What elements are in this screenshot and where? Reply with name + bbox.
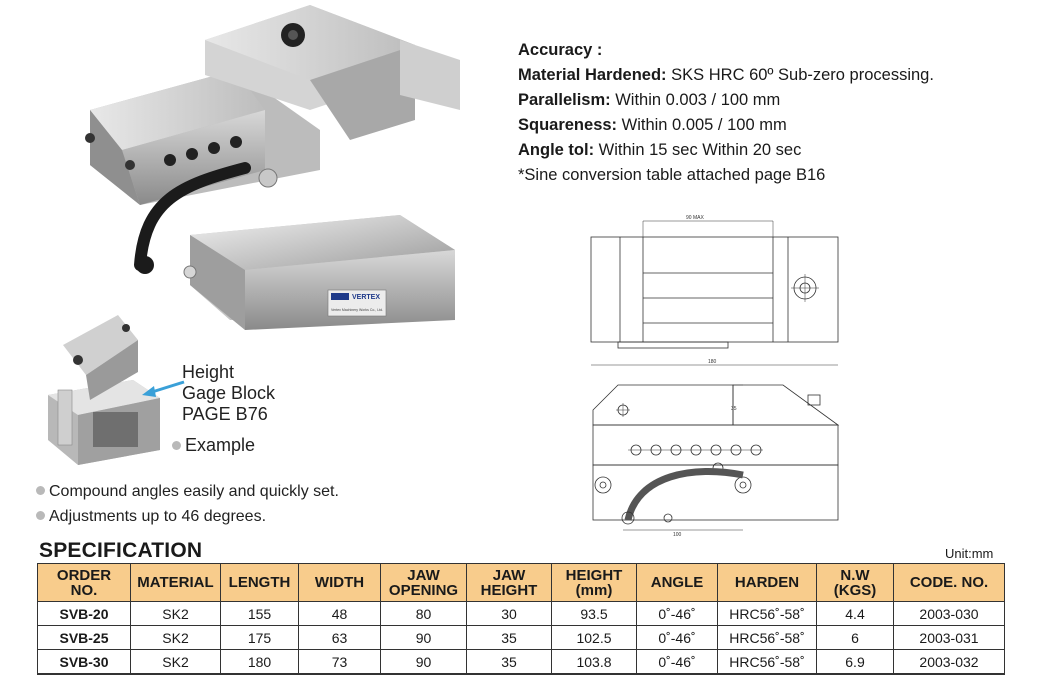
table-row (38, 602, 1005, 626)
spec-header-row (38, 564, 1005, 602)
cell-jaw-height: 35 (467, 650, 552, 675)
cell-height: 103.8 (552, 650, 637, 675)
table-row (38, 626, 1005, 650)
cell-jaw-opening: 90 (381, 626, 467, 650)
col-height: HEIGHT (mm) (552, 564, 637, 602)
cell-length: 175 (221, 626, 299, 650)
col-length: LENGTH (221, 564, 299, 602)
cell-material: SK2 (131, 602, 221, 626)
cell-angle: 0˚-46˚ (637, 602, 718, 626)
col-order-no: ORDER NO. (38, 564, 131, 602)
cell-harden: HRC56˚-58˚ (718, 626, 817, 650)
cell-order-no: SVB-30 (38, 650, 131, 675)
cell-jaw-opening: 90 (381, 650, 467, 675)
cell-order-no: SVB-20 (38, 602, 131, 626)
cell-angle: 0˚-46˚ (637, 650, 718, 675)
spec-title: SPECIFICATION (39, 539, 203, 562)
unit-label: Unit:mm (945, 546, 994, 561)
cell-order-no: SVB-25 (38, 626, 131, 650)
cell-nw: 6.9 (817, 650, 894, 675)
feature-bullets (36, 479, 339, 529)
pointer-arrow-icon (140, 378, 186, 400)
technical-drawing-side-view (583, 380, 848, 540)
accuracy-specs (518, 38, 934, 188)
accuracy-line-material: Material Hardened: SKS HRC 60º Sub-zero processing. (518, 66, 934, 84)
brand-plate-subtext: Vertex Machinery Works Co., Ltd. (331, 308, 384, 312)
col-code-no: CODE. NO. (894, 564, 1005, 602)
cell-jaw-height: 35 (467, 626, 552, 650)
cell-jaw-height: 30 (467, 602, 552, 626)
col-material: MATERIAL (131, 564, 221, 602)
cell-height: 93.5 (552, 602, 637, 626)
sine-vise-photo (60, 0, 480, 335)
accuracy-note: *Sine conversion table attached page B16 (518, 166, 826, 184)
cell-code-no: 2003-031 (894, 626, 1005, 650)
bullet-item: Compound angles easily and quickly set. (36, 479, 339, 504)
cell-length: 155 (221, 602, 299, 626)
col-harden: HARDEN (718, 564, 817, 602)
cell-angle: 0˚-46˚ (637, 626, 718, 650)
accuracy-line-parallelism: Parallelism: Within 0.003 / 100 mm (518, 91, 781, 109)
example-label: Example (172, 435, 255, 456)
accuracy-heading: Accuracy : (518, 41, 603, 59)
cell-material: SK2 (131, 626, 221, 650)
bullet-dot-icon (36, 486, 45, 495)
cell-height: 102.5 (552, 626, 637, 650)
cell-width: 63 (299, 626, 381, 650)
cell-code-no: 2003-032 (894, 650, 1005, 675)
cell-code-no: 2003-030 (894, 602, 1005, 626)
col-width: WIDTH (299, 564, 381, 602)
technical-drawing-top-view (583, 213, 848, 378)
dim-180-label: 180 (708, 359, 717, 365)
cell-material: SK2 (131, 650, 221, 675)
cell-nw: 4.4 (817, 602, 894, 626)
dim-35-label: 35 (731, 406, 737, 412)
cell-jaw-opening: 80 (381, 602, 467, 626)
brand-plate-text: VERTEX (352, 294, 381, 301)
col-jaw-height: JAW HEIGHT (467, 564, 552, 602)
table-row (38, 650, 1005, 675)
accuracy-line-angle-tol: Angle tol: Within 15 sec Within 20 sec (518, 141, 802, 159)
bullet-item: Adjustments up to 46 degrees. (36, 504, 339, 529)
inset-caption: Height Gage Block PAGE B76 (182, 362, 276, 424)
accuracy-line-squareness: Squareness: Within 0.005 / 100 mm (518, 116, 787, 134)
cell-width: 73 (299, 650, 381, 675)
col-jaw-opening: JAW OPENING (381, 564, 467, 602)
col-angle: ANGLE (637, 564, 718, 602)
cell-nw: 6 (817, 626, 894, 650)
col-nw: N.W (KGS) (817, 564, 894, 602)
bullet-dot-icon (36, 511, 45, 520)
cell-width: 48 (299, 602, 381, 626)
bullet-dot-icon (172, 441, 181, 450)
dim-100-label: 100 (673, 532, 682, 538)
cell-length: 180 (221, 650, 299, 675)
dim-90max-label: 90 MAX (686, 215, 704, 221)
spec-table (37, 563, 1005, 675)
cell-harden: HRC56˚-58˚ (718, 650, 817, 675)
cell-harden: HRC56˚-58˚ (718, 602, 817, 626)
